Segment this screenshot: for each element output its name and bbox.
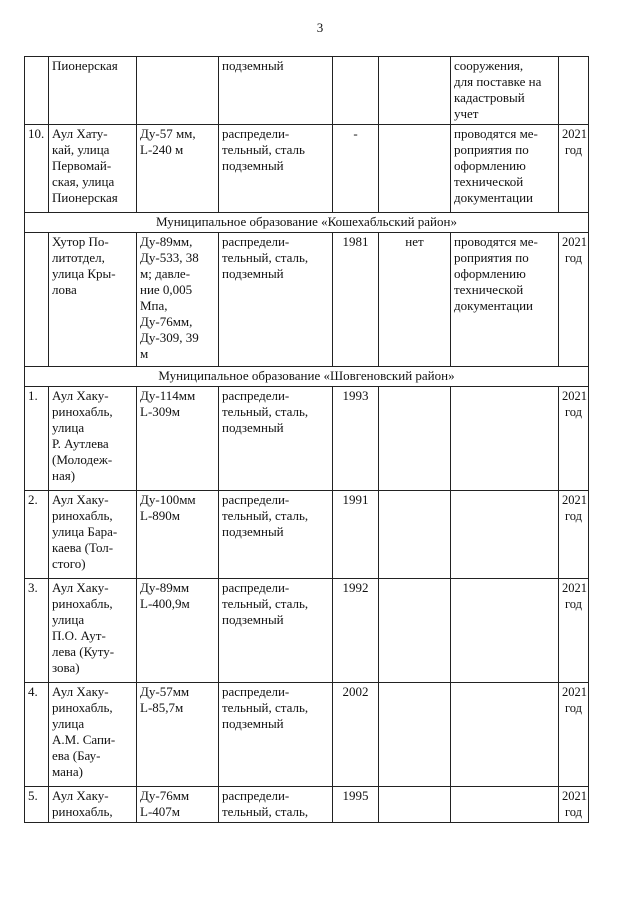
cell-term: 2021 год	[559, 579, 589, 683]
cell-number: 3.	[25, 579, 49, 683]
cell-number	[25, 57, 49, 125]
cell-location: Аул Хаку- ринохабль, улица Р. Аутлева (Молодеж- ная)	[49, 387, 137, 491]
table-row	[25, 491, 589, 579]
cell-parameters: Ду-114мм L-309м	[137, 387, 219, 491]
cell-status	[379, 787, 451, 823]
cell-year: 1992	[333, 579, 379, 683]
cell-pipeline-type: распредели- тельный, сталь, подземный	[219, 683, 333, 787]
section-row	[25, 367, 589, 387]
cell-status	[379, 579, 451, 683]
cell-location: Аул Хату- кай, улица Первомай- ская, улица Пионерская	[49, 125, 137, 213]
cell-parameters: Ду-57мм L-85,7м	[137, 683, 219, 787]
cell-parameters: Ду-89мм L-400,9м	[137, 579, 219, 683]
cell-status: нет	[379, 233, 451, 367]
table-row	[25, 233, 589, 367]
cell-number: 10.	[25, 125, 49, 213]
table-row	[25, 57, 589, 125]
cell-term: 2021 год	[559, 491, 589, 579]
cell-parameters	[137, 57, 219, 125]
cell-parameters: Ду-89мм, Ду-533, 38 м; давле- ние 0,005 Мпа, Ду-76мм, Ду-309, 39 м	[137, 233, 219, 367]
cell-year: 1981	[333, 233, 379, 367]
section-title: Муниципальное образование «Кошехабльский район»	[25, 213, 589, 233]
cell-term: 2021 год	[559, 787, 589, 823]
cell-pipeline-type: распредели- тельный, сталь, подземный	[219, 387, 333, 491]
cell-status	[379, 387, 451, 491]
cell-location: Хутор По- литотдел, улица Кры- лова	[49, 233, 137, 367]
cell-number: 2.	[25, 491, 49, 579]
cell-location: Аул Хаку- ринохабль,	[49, 787, 137, 823]
cell-number: 4.	[25, 683, 49, 787]
cell-actions	[451, 387, 559, 491]
cell-year: -	[333, 125, 379, 213]
cell-pipeline-type: распредели- тельный, сталь, подземный	[219, 491, 333, 579]
cell-pipeline-type: подземный	[219, 57, 333, 125]
cell-pipeline-type: распредели- тельный, сталь, подземный	[219, 233, 333, 367]
table-row	[25, 787, 589, 823]
cell-term: 2021 год	[559, 387, 589, 491]
cell-number: 1.	[25, 387, 49, 491]
cell-parameters: Ду-57 мм, L-240 м	[137, 125, 219, 213]
cell-actions	[451, 579, 559, 683]
cell-year: 1993	[333, 387, 379, 491]
cell-number: 5.	[25, 787, 49, 823]
cell-location: Пионерская	[49, 57, 137, 125]
cell-pipeline-type: распредели- тельный, сталь,	[219, 787, 333, 823]
cell-term: 2021 год	[559, 233, 589, 367]
table-row	[25, 387, 589, 491]
cell-status	[379, 125, 451, 213]
cell-year: 1991	[333, 491, 379, 579]
cell-year: 1995	[333, 787, 379, 823]
cell-location: Аул Хаку- ринохабль, улица П.О. Аут- лева (Куту- зова)	[49, 579, 137, 683]
gas-pipeline-table	[24, 56, 589, 823]
table-body	[25, 57, 589, 823]
cell-actions	[451, 683, 559, 787]
cell-actions: сооружения, для поставке на кадастровый учет	[451, 57, 559, 125]
cell-status	[379, 57, 451, 125]
cell-year: 2002	[333, 683, 379, 787]
cell-pipeline-type: распредели- тельный, сталь подземный	[219, 125, 333, 213]
cell-pipeline-type: распредели- тельный, сталь, подземный	[219, 579, 333, 683]
cell-actions: проводятся ме- роприятия по оформлению технической документации	[451, 233, 559, 367]
table-row	[25, 683, 589, 787]
cell-term: 2021 год	[559, 125, 589, 213]
cell-parameters: Ду-76мм L-407м	[137, 787, 219, 823]
cell-number	[25, 233, 49, 367]
section-row	[25, 213, 589, 233]
section-title: Муниципальное образование «Шовгеновский район»	[25, 367, 589, 387]
cell-location: Аул Хаку- ринохабль, улица А.М. Сапи- ева (Бау- мана)	[49, 683, 137, 787]
cell-location: Аул Хаку- ринохабль, улица Бара- каева (Тол- стого)	[49, 491, 137, 579]
cell-year	[333, 57, 379, 125]
cell-term: 2021 год	[559, 683, 589, 787]
cell-actions	[451, 491, 559, 579]
cell-status	[379, 491, 451, 579]
cell-actions	[451, 787, 559, 823]
cell-parameters: Ду-100мм L-890м	[137, 491, 219, 579]
table-row	[25, 125, 589, 213]
cell-term	[559, 57, 589, 125]
cell-actions: проводятся ме- роприятия по оформлению технической документации	[451, 125, 559, 213]
page-number: 3	[316, 20, 324, 35]
cell-status	[379, 683, 451, 787]
table-row	[25, 579, 589, 683]
